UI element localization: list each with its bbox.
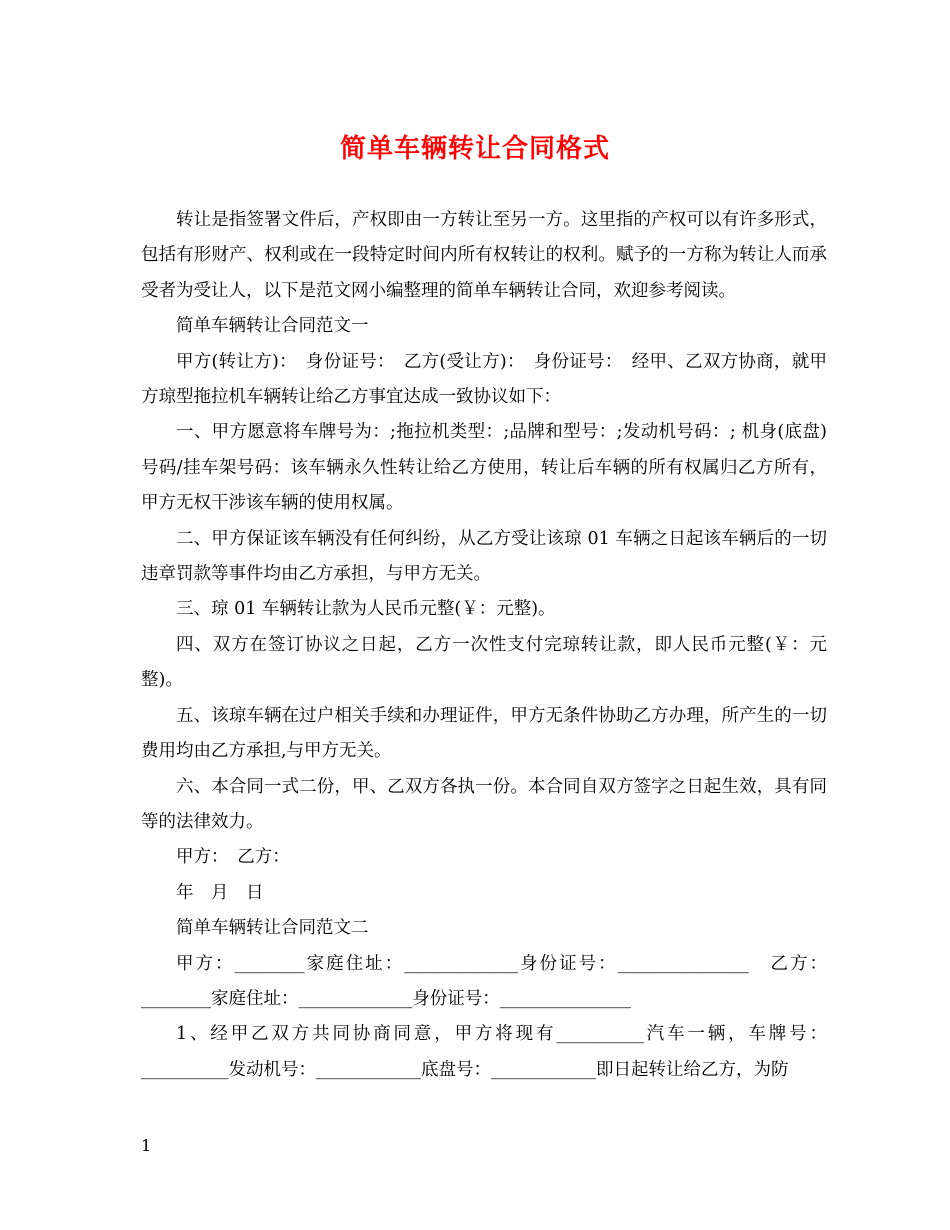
- clause-four: 四、双方在签订协议之日起，乙方一次性支付完琼转让款，即人民币元整(￥：元整)。: [141, 634, 827, 691]
- page-number: 1: [141, 1136, 152, 1155]
- parties-blank-paragraph: 甲方：________家庭住址：_____________身份证号：_______________ 乙方：________家庭住址：_____________身份证号：_______________: [141, 953, 827, 1009]
- clause-three: 三、琼 01 车辆转让款为人民币元整(￥：元整)。: [176, 599, 556, 620]
- clause-six: 六、本合同一式二份，甲、乙双方各执一份。本合同自双方签字之日起生效，具有同等的法律效力。: [141, 776, 827, 832]
- document-title: 简单车辆转让合同格式: [339, 134, 610, 164]
- section-heading-sample-two: 简单车辆转让合同范文二: [176, 918, 369, 939]
- clause-five: 五、该琼车辆在过户相关手续和办理证件，甲方无条件协助乙方办理，所产生的一切费用均由乙方承担,与甲方无关。: [141, 705, 827, 762]
- clause-two: 二、甲方保证该车辆没有任何纠纷，从乙方受让该琼 01 车辆之日起该车辆后的一切违章罚款等事件均由乙方承担，与甲方无关。: [141, 528, 827, 585]
- intro-paragraph: 转让是指签署文件后，产权即由一方转让至另一方。这里指的产权可以有许多形式，包括有形财产、权利或在一段特定时间内所有权转让的权利。赋予的一方称为转让人而承受者为受让人，以下是范文网小编整理的简单车辆转让合同，欢迎参考阅读。: [141, 210, 827, 301]
- date-line: 年 月 日: [176, 882, 264, 903]
- parties-paragraph: 甲方(转让方)： 身份证号： 乙方(受让方)： 身份证号： 经甲、乙双方协商，就甲方琼型拖拉机车辆转让给乙方事宜达成一致协议如下：: [141, 351, 827, 408]
- section-heading-sample-one: 简单车辆转让合同范文一: [176, 316, 369, 337]
- clause-1-transfer: 1、经甲乙双方共同协商同意，甲方将现有__________汽车一辆，车牌号：__________发动机号：____________底盘号：____________即日起转让给乙方，为防: [141, 1024, 827, 1080]
- signature-line: 甲方： 乙方：: [176, 847, 290, 868]
- document-body: [141, 203, 827, 1088]
- clause-one: 一、甲方愿意将车牌号为：;拖拉机类型：;品牌和型号：;发动机号码：; 机身(底盘)号码/挂车架号码：该车辆永久性转让给乙方使用，转让后车辆的所有权属归乙方所有，甲方无权干涉该车辆的使用权属。: [141, 422, 827, 514]
